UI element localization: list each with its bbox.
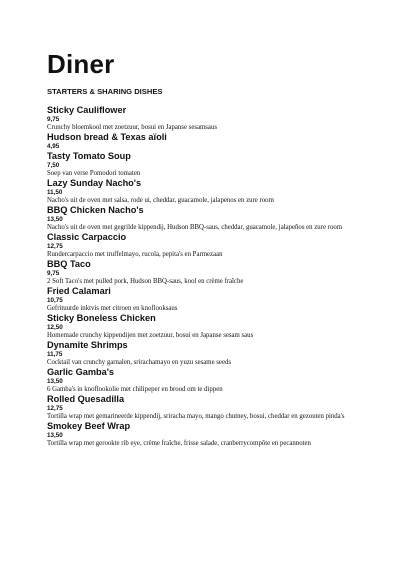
menu-item bbox=[47, 105, 367, 132]
item-name: Hudson bread & Texas aïoli bbox=[47, 132, 167, 142]
item-name: Lazy Sunday Nacho's bbox=[47, 178, 142, 188]
item-name: BBQ Chicken Nacho's bbox=[47, 205, 144, 215]
menu-item bbox=[47, 259, 367, 286]
item-price: 9,75 bbox=[47, 270, 60, 277]
section-heading: STARTERS & SHARING DISHES bbox=[47, 87, 163, 96]
item-description: Rundercarpaccio met truffelmayo, rucola, pepita's en Parmezaan bbox=[47, 251, 223, 258]
item-name: Fried Calamari bbox=[47, 286, 111, 296]
item-price: 11,50 bbox=[47, 189, 63, 196]
item-name: Classic Carpaccio bbox=[47, 232, 127, 242]
item-description: Homemade crunchy kippendijen met zoetzuur, bosui en Japanse sesam saus bbox=[47, 332, 254, 339]
menu-item bbox=[47, 394, 367, 421]
item-name: Dynamite Shrimps bbox=[47, 340, 128, 350]
menu-item bbox=[47, 205, 367, 232]
menu-item bbox=[47, 151, 367, 178]
item-description: Tortilla wrap met gemarineerde kippendij, sriracha mayo, mango chutney, bosui, cheddar en gezouten pinda's bbox=[47, 413, 345, 420]
menu-item bbox=[47, 340, 367, 367]
item-name: BBQ Taco bbox=[47, 259, 91, 269]
item-price: 12,75 bbox=[47, 243, 63, 250]
item-name: Rolled Quesadilla bbox=[47, 394, 125, 404]
menu-item bbox=[47, 132, 367, 151]
item-name: Sticky Boneless Chicken bbox=[47, 313, 156, 323]
item-description: 6 Gamba's in knoflookolie met chilipeper en brood om te dippen bbox=[47, 386, 223, 393]
item-name: Garlic Gamba's bbox=[47, 367, 115, 377]
item-description: Nacho's uit de oven met gegrilde kippendij, Hudson BBQ-saus, cheddar, guacamole, jalapeños en zure room bbox=[47, 224, 343, 231]
item-price: 13,50 bbox=[47, 216, 63, 223]
item-description: Cocktail van crunchy garnalen, srirachamayo en yuzu sesame seeds bbox=[47, 359, 232, 366]
item-name: Sticky Cauliflower bbox=[47, 105, 127, 115]
item-description: Crunchy bloemkool met zoetzuur, bosui en Japanse sesamsaus bbox=[47, 124, 217, 131]
item-description: 2 Soft Taco's met pulled pork, Hudson BBQ-saus, kool en crème fraîche bbox=[47, 278, 244, 285]
item-price: 10,75 bbox=[47, 297, 63, 304]
menu-item bbox=[47, 367, 367, 394]
item-price: 13,50 bbox=[47, 432, 63, 439]
item-price: 12,75 bbox=[47, 405, 63, 412]
item-price: 12,50 bbox=[47, 324, 63, 331]
menu-item bbox=[47, 421, 367, 448]
menu-content bbox=[47, 50, 367, 448]
item-price: 9,75 bbox=[47, 116, 60, 123]
menu-item bbox=[47, 178, 367, 205]
item-name: Smokey Beef Wrap bbox=[47, 421, 131, 431]
item-description: Soep van verse Pomodori tomaten bbox=[47, 170, 141, 177]
menu-item bbox=[47, 232, 367, 259]
item-description: Tortilla wrap met gerookte rib eye, crème fraîche, frisse salade, cranberrycompôte en pecannoten bbox=[47, 440, 311, 447]
page-title: Diner bbox=[47, 49, 115, 79]
item-price: 13,50 bbox=[47, 378, 63, 385]
item-price: 11,75 bbox=[47, 351, 63, 358]
item-price: 4,95 bbox=[47, 143, 60, 150]
item-name: Tasty Tomato Soup bbox=[47, 151, 131, 161]
item-price: 7,50 bbox=[47, 162, 60, 169]
menu-item bbox=[47, 286, 367, 313]
menu-item bbox=[47, 313, 367, 340]
item-description: Gefrituurde inktvis met citroen en knoflooksaus bbox=[47, 305, 178, 312]
item-description: Nacho's uit de oven met salsa, rode ui, cheddar, guacamole, jalapenos en zure room bbox=[47, 197, 274, 204]
